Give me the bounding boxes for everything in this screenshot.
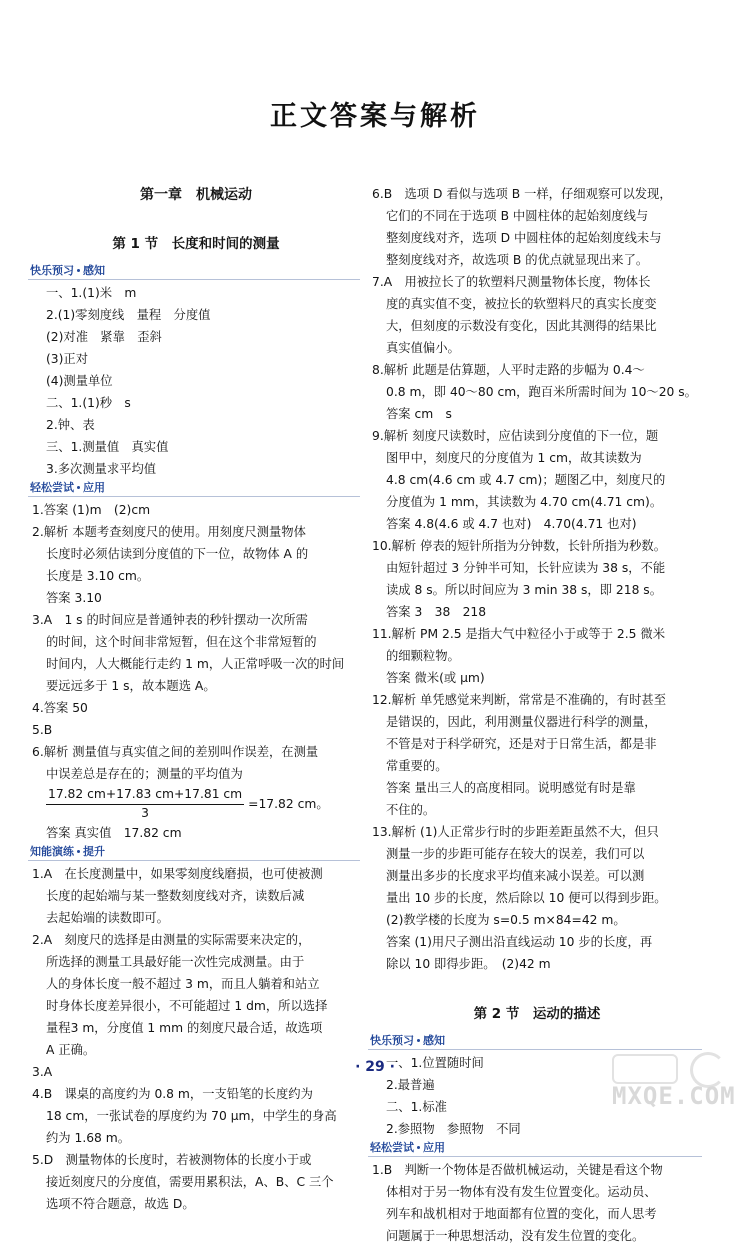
text-line: 中误差总是存在的；测量的平均值为 xyxy=(46,767,243,781)
page-number: · 29 · xyxy=(355,1059,395,1075)
text-line: 6.B 选项 D 看似与选项 B 一样，仔细观察可以发现， xyxy=(372,187,672,201)
text-line: 二、1.(1)秒 s xyxy=(46,396,131,410)
text-line: 测量一步的步距可能存在较大的误差，我们可以 xyxy=(386,847,645,861)
text-line: 接近刻度尺的分度值，需要用累积法，A、B、C 三个 xyxy=(46,1175,334,1189)
section-band xyxy=(28,844,360,861)
text-line: 时间内，人大概能行走约 1 m，人正常呼吸一次的时间 xyxy=(46,657,345,671)
text-line: 12.解析 单凭感觉来判断，常常是不准确的，有时甚至 xyxy=(372,693,666,707)
text-line: 一、1.(1)米 m xyxy=(46,286,137,300)
page-title: 正文答案与解析 xyxy=(270,101,480,132)
text-line: 是错误的，因此，利用测量仪器进行科学的测量， xyxy=(386,715,657,729)
watermark-text: MXQE.COM xyxy=(612,1082,736,1110)
text-line: (2)对准 紧靠 歪斜 xyxy=(46,330,162,344)
answer-block xyxy=(32,822,360,844)
text-line: 二、1.标准 xyxy=(386,1100,447,1114)
band-label: 知能演练 xyxy=(30,845,74,858)
text-line: 长度时必须估读到分度值的下一位，故物体 A 的 xyxy=(46,547,309,561)
text-line: 2.参照物 参照物 不同 xyxy=(386,1122,521,1136)
band-sublabel: 感知 xyxy=(83,264,105,277)
text-line: 三、1.测量值 真实值 xyxy=(46,440,169,454)
text-line: 0.8 m，即 40～80 cm，跑百米所需时间为 10～20 s。 xyxy=(386,385,697,399)
answer-block xyxy=(372,183,702,975)
dot-icon xyxy=(77,269,80,272)
answer-block xyxy=(32,499,360,785)
text-line: 13.解析 (1)人正常步行时的步距差距虽然不大，但只 xyxy=(372,825,659,839)
text-line: 答案 (1)用尺子测出沿直线运动 10 步的长度，再 xyxy=(386,935,653,949)
watermark-logo xyxy=(612,1054,678,1084)
text-line: (3)正对 xyxy=(46,352,89,366)
text-line: 长度是 3.10 cm。 xyxy=(46,569,150,583)
text-line: A 正确。 xyxy=(46,1043,96,1057)
text-line: 的细颗粒物。 xyxy=(386,649,460,663)
text-line: 整刻度线对齐，选项 D 中圆柱体的起始刻度线未与 xyxy=(386,231,662,245)
text-line: 体相对于另一物体有没有发生位置变化。运动员、 xyxy=(386,1185,657,1199)
section-heading: 第 1 节 长度和时间的测量 xyxy=(112,236,280,252)
text-line: 答案 3 38 218 xyxy=(386,605,487,619)
text-line: 所选择的测量工具最好能一次性完成测量。由于 xyxy=(46,955,305,969)
band-sublabel: 应用 xyxy=(83,481,105,494)
answer-block xyxy=(32,863,360,1215)
dot-icon xyxy=(77,850,80,853)
text-line: 2.解析 本题考查刻度尺的使用。用刻度尺测量物体 xyxy=(32,525,306,539)
text-line: (4)测量单位 xyxy=(46,374,113,388)
dot-icon xyxy=(417,1146,420,1149)
band-label: 快乐预习 xyxy=(30,264,74,277)
text-line: 5.B xyxy=(32,723,53,737)
fraction-numerator: 17.82 cm+17.83 cm+17.81 cm xyxy=(46,785,244,805)
text-line: 2.钟、表 xyxy=(46,418,95,432)
text-line: 的时间，这个时间非常短暂，但在这个非常短暂的 xyxy=(46,635,317,649)
text-line: 8.解析 此题是估算题，人平时走路的步幅为 0.4～ xyxy=(372,363,645,377)
text-line: 18 cm，一张试卷的厚度约为 70 μm，中学生的身高 xyxy=(46,1109,337,1123)
text-line: 3.多次测量求平均值 xyxy=(46,462,157,476)
band-sublabel: 感知 xyxy=(423,1034,445,1047)
text-line: 3.A xyxy=(32,1065,53,1079)
text-line: 去起始端的读数即可。 xyxy=(46,911,169,925)
text-line: 1.A 在长度测量中，如果零刻度线磨损，也可使被测 xyxy=(32,867,323,881)
text-line: 问题属于一种思想活动，没有发生位置的变化。 xyxy=(386,1229,645,1243)
text-line: 4.8 cm(4.6 cm 或 4.7 cm)；题图乙中，刻度尺的 xyxy=(386,473,666,487)
text-line: 度的真实值不变，被拉长的软塑料尺的真实长度变 xyxy=(386,297,657,311)
text-line: 图甲中，刻度尺的分度值为 1 cm，故其读数为 xyxy=(386,451,642,465)
text-line: 列车和战机相对于地面都有位置的变化，而人思考 xyxy=(386,1207,657,1221)
band-sublabel: 提升 xyxy=(83,845,105,858)
text-line: 答案 3.10 xyxy=(46,591,102,605)
text-line: 2.A 刻度尺的选择是由测量的实际需要来决定的， xyxy=(32,933,311,947)
answer-block xyxy=(32,282,360,480)
text-line: 真实值偏小。 xyxy=(386,341,460,355)
text-line: 不管是对于科学研究，还是对于日常生活，都是非 xyxy=(386,737,657,751)
text-line: 3.A 1 s 的时间应是普通钟表的秒针摆动一次所需 xyxy=(32,613,308,627)
text-line: 6.解析 测量值与真实值之间的差别叫作误差，在测量 xyxy=(32,745,319,759)
text-line: 答案 真实值 17.82 cm xyxy=(46,826,182,840)
text-line: 要远远多于 1 s，故本题选 A。 xyxy=(46,679,216,693)
fraction-result: =17.82 cm。 xyxy=(248,796,329,811)
band-label: 轻松尝试 xyxy=(30,481,74,494)
text-line: 约为 1.68 m。 xyxy=(46,1131,131,1145)
text-line: 4.B 课桌的高度约为 0.8 m，一支铅笔的长度约为 xyxy=(32,1087,313,1101)
text-line: 除以 10 即得步距。 (2)42 m xyxy=(386,957,551,971)
text-line: 人的身体长度一般不超过 3 m，而且人躺着和站立 xyxy=(46,977,320,991)
text-line: 分度值为 1 mm，其读数为 4.70 cm(4.71 cm)。 xyxy=(386,495,663,509)
text-line: 时身体长度差异很小，不可能超过 1 dm，所以选择 xyxy=(46,999,328,1013)
text-line: 10.解析 停表的短针所指为分钟数，长针所指为秒数。 xyxy=(372,539,666,553)
text-line: 答案 4.8(4.6 或 4.7 也对) 4.70(4.71 也对) xyxy=(386,517,637,531)
text-line: 2.最普遍 xyxy=(386,1078,435,1092)
text-line: 2.(1)零刻度线 量程 分度值 xyxy=(46,308,211,322)
section-band xyxy=(28,480,360,497)
band-label: 轻松尝试 xyxy=(370,1141,414,1154)
fraction-denominator: 3 xyxy=(141,806,149,820)
text-line: 由短针超过 3 分钟半可知，长针应读为 38 s，不能 xyxy=(386,561,666,575)
text-line: 选项不符合题意，故选 D。 xyxy=(46,1197,195,1211)
text-line: 整刻度线对齐，故选项 B 的优点就显现出来了。 xyxy=(386,253,649,267)
text-line: 大，但刻度的示数没有变化，因此其测得的结果比 xyxy=(386,319,657,333)
text-line: 1.答案 (1)m (2)cm xyxy=(32,503,151,517)
chapter-heading: 第一章 机械运动 xyxy=(140,187,252,203)
band-sublabel: 应用 xyxy=(423,1141,445,1154)
text-line: 5.D 测量物体的长度时，若被测物体的长度小于或 xyxy=(32,1153,312,1167)
fraction-formula xyxy=(32,785,360,822)
text-line: 11.解析 PM 2.5 是指大气中粒径小于或等于 2.5 微米 xyxy=(372,627,665,641)
text-line: 量程3 m，分度值 1 mm 的刻度尺最合适，故选项 xyxy=(46,1021,323,1035)
section-band xyxy=(28,263,360,280)
text-line: 不住的。 xyxy=(386,803,436,817)
dot-icon xyxy=(77,486,80,489)
band-label: 快乐预习 xyxy=(370,1034,414,1047)
section-band xyxy=(368,1033,702,1050)
text-line: 4.答案 50 xyxy=(32,701,88,715)
text-line: 1.B 判断一个物体是否做机械运动，关键是看这个物 xyxy=(372,1163,663,1177)
text-line: 9.解析 刻度尺读数时，应估读到分度值的下一位，题 xyxy=(372,429,659,443)
text-line: 答案 量出三人的高度相同。说明感觉有时是靠 xyxy=(386,781,636,795)
text-line: 答案 微米(或 μm) xyxy=(386,671,485,685)
text-line: 量出 10 步的长度，然后除以 10 便可以得到步距。 xyxy=(386,891,667,905)
section-heading: 第 2 节 运动的描述 xyxy=(473,1006,601,1022)
text-line: 常重要的。 xyxy=(386,759,448,773)
text-line: 一、1.位置随时间 xyxy=(386,1056,484,1070)
fraction xyxy=(46,785,244,822)
dot-icon xyxy=(417,1039,420,1042)
text-line: 读成 8 s。所以时间应为 3 min 38 s，即 218 s。 xyxy=(386,583,663,597)
text-line: 测量出多步的长度求平均值来减小误差。可以测 xyxy=(386,869,645,883)
section-band xyxy=(368,1140,702,1157)
answer-block xyxy=(372,1159,702,1247)
text-line: 7.A 用被拉长了的软塑料尺测量物体长度，物体长 xyxy=(372,275,651,289)
text-line: (2)教学楼的长度为 s=0.5 m×84=42 m。 xyxy=(386,913,626,927)
text-line: 长度的起始端与某一整数刻度线对齐，读数后减 xyxy=(46,889,305,903)
text-line: 答案 cm s xyxy=(386,407,452,421)
text-line: 它们的不同在于选项 B 中圆柱体的起始刻度线与 xyxy=(386,209,649,223)
